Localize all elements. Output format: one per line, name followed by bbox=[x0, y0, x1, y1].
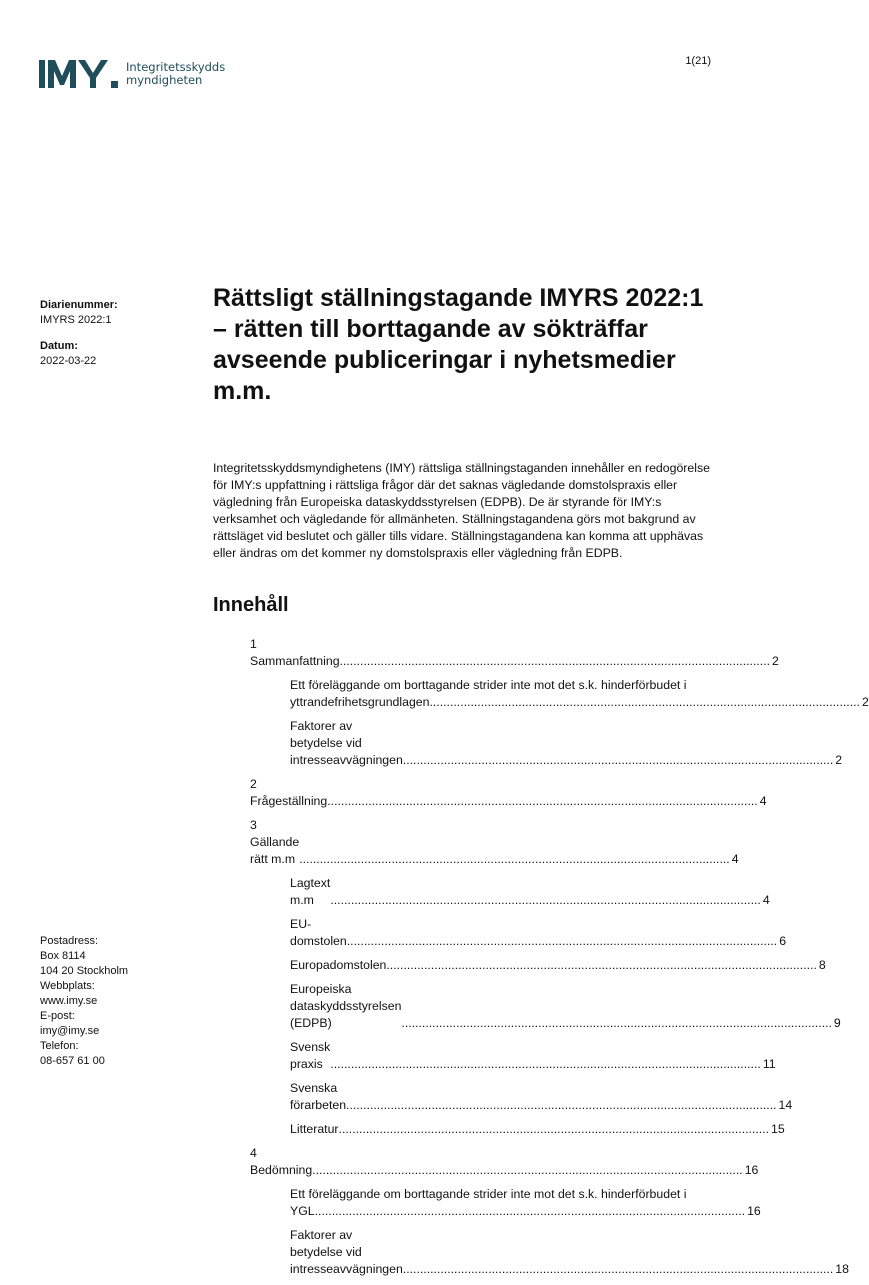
toc-entry-svenska-forarbeten[interactable] bbox=[290, 1080, 793, 1114]
toc-entry-text: Faktorer av betydelse vid intresseavvägningen bbox=[290, 719, 403, 767]
toc-leader: .............................................................................................................................. bbox=[402, 753, 834, 767]
toc-entry-faktorer[interactable] bbox=[290, 718, 843, 769]
toc-entry-page: 2 bbox=[772, 654, 779, 668]
toc-entry-litteratur[interactable] bbox=[290, 1121, 785, 1138]
toc-leader: .............................................................................................................................. bbox=[386, 958, 817, 972]
toc-entry-eu-domstolen[interactable] bbox=[290, 916, 787, 950]
logo-text bbox=[126, 61, 225, 87]
telefon-value: 08-657 61 00 bbox=[40, 1055, 105, 1067]
toc-entry-page: 2 bbox=[835, 753, 843, 767]
toc-entry-text: Svenska förarbeten bbox=[290, 1081, 347, 1112]
toc-entry-text: Europadomstolen bbox=[290, 958, 387, 972]
toc-entry-svensk-praxis[interactable] bbox=[290, 1039, 776, 1073]
toc-entry-lagtext[interactable] bbox=[290, 875, 770, 909]
logo-text-line2: myndigheten bbox=[126, 73, 203, 87]
toc-entry-page: 4 bbox=[759, 794, 767, 808]
toc-leader: .............................................................................................................................. bbox=[402, 1262, 834, 1276]
diarienummer-value: IMYRS 2022:1 bbox=[40, 314, 112, 326]
toc-entry-page: 4 bbox=[762, 893, 770, 907]
toc-entry-page: 2 bbox=[861, 695, 869, 709]
postadress-line2: 104 20 Stockholm bbox=[40, 965, 129, 977]
toc-entry-page: 8 bbox=[818, 958, 826, 972]
toc-leader: .............................................................................................................................. bbox=[401, 1016, 832, 1030]
toc-leader: .............................................................................................................................. bbox=[314, 1204, 746, 1218]
toc-entry-text: 1 Sammanfattning bbox=[250, 637, 340, 668]
page-number: 1(21) bbox=[685, 55, 711, 67]
toc-entry-gallande-ratt[interactable] bbox=[250, 817, 739, 868]
toc-entry-page: 16 bbox=[744, 1163, 759, 1177]
postadress-label: Postadress: bbox=[40, 935, 99, 947]
logo-text-line1: Integritetsskydds bbox=[126, 60, 226, 74]
toc-entry-page: 9 bbox=[833, 1016, 841, 1030]
toc-leader: .............................................................................................................................. bbox=[429, 695, 860, 709]
intro-paragraph: Integritetsskyddsmyndighetens (IMY) rättsliga ställningstaganden innehåller en redogörelse för IMY:s uppfattning i rättsliga frågor där det saknas vägledande domstolspraxis eller vägledning från Europeiska dataskyddsstyrelsen (EDPB). De är styrande för IMY:s verksamhet och vägledande för allmänheten. Ställningstagandena görs mot bakgrund av rättsläget vid beslutet och gäller tills vidare. Ställningstagandena kan komma att upphävas eller ändras om det kommer ny domstolspraxis eller vägledning från EDPB. bbox=[213, 461, 710, 560]
toc-entry-hinderforbud-ygl-2[interactable] bbox=[290, 1186, 761, 1220]
toc-entry-edpb[interactable] bbox=[290, 981, 841, 1032]
toc-leader: .............................................................................................................................. bbox=[339, 654, 771, 668]
toc-entry-text: EU-domstolen bbox=[290, 917, 347, 948]
toc-entry-fragestallning[interactable] bbox=[250, 776, 767, 810]
toc-entry-text: Faktorer av betydelse vid intresseavvägningen bbox=[290, 1228, 403, 1276]
toc-entry-text: 2 Frågeställning bbox=[250, 777, 328, 808]
epost-label: E-post: bbox=[40, 1010, 75, 1022]
toc-entry-text: YGL bbox=[290, 1204, 315, 1218]
imy-logo bbox=[38, 57, 225, 91]
toc-entry-page: 16 bbox=[747, 1204, 761, 1218]
webbplats-value[interactable]: www.imy.se bbox=[40, 995, 98, 1007]
toc-entry-text: 4 Bedömning bbox=[250, 1146, 313, 1177]
toc-leader: .............................................................................................................................. bbox=[346, 934, 778, 948]
toc-entry-europadomstolen[interactable] bbox=[290, 957, 826, 974]
datum-label: Datum: bbox=[40, 340, 78, 352]
postadress-line1: Box 8114 bbox=[40, 950, 86, 962]
epost-value[interactable]: imy@imy.se bbox=[40, 1025, 100, 1037]
toc-entry-sammanfattning[interactable] bbox=[250, 636, 779, 670]
toc-leader: .............................................................................................................................. bbox=[299, 852, 730, 866]
diarienummer-label: Diarienummer: bbox=[40, 299, 118, 311]
webbplats-label: Webbplats: bbox=[40, 980, 95, 992]
datum-value: 2022-03-22 bbox=[40, 355, 97, 367]
toc-entry-text: Lagtext m.m bbox=[290, 876, 331, 907]
toc-entry-page: 4 bbox=[731, 852, 739, 866]
toc-heading: Innehåll bbox=[213, 594, 289, 616]
toc-entry-text-line1: Ett föreläggande om borttagande strider inte mot det s.k. hinderförbudet i bbox=[290, 678, 687, 692]
document-title: Rättsligt ställningstagande IMYRS 2022:1 – rätten till borttagande av sökträffar avseende publiceringar i nyhetsmedier m.m. bbox=[213, 284, 704, 405]
toc-leader: .............................................................................................................................. bbox=[346, 1098, 777, 1112]
table-of-contents bbox=[250, 636, 869, 1285]
toc-entry-text: yttrandefrihetsgrundlagen bbox=[290, 695, 430, 709]
toc-entry-page: 18 bbox=[835, 1262, 849, 1276]
telefon-label: Telefon: bbox=[40, 1040, 79, 1052]
toc-entry-page: 11 bbox=[762, 1057, 776, 1071]
toc-leader: .............................................................................................................................. bbox=[330, 1057, 761, 1071]
toc-leader: .............................................................................................................................. bbox=[327, 794, 758, 808]
contact-details bbox=[40, 934, 128, 1069]
toc-leader: .............................................................................................................................. bbox=[338, 1122, 770, 1136]
toc-entry-hinderforbud-ygl[interactable] bbox=[290, 677, 869, 711]
toc-entry-bedomning[interactable] bbox=[250, 1145, 759, 1179]
toc-entry-text: Litteratur bbox=[290, 1122, 339, 1136]
toc-entry-text: Svensk praxis bbox=[290, 1040, 331, 1071]
toc-entry-page: 15 bbox=[771, 1122, 785, 1136]
imy-logo-mark bbox=[38, 59, 120, 89]
toc-leader: .............................................................................................................................. bbox=[330, 893, 761, 907]
toc-entry-text-line1: Ett föreläggande om borttagande strider inte mot det s.k. hinderförbudet i bbox=[290, 1187, 687, 1201]
document-meta bbox=[40, 298, 118, 369]
toc-entry-text: Europeiska dataskyddsstyrelsen (EDPB) bbox=[290, 982, 402, 1030]
toc-entry-page: 14 bbox=[778, 1098, 793, 1112]
toc-entry-page: 6 bbox=[779, 934, 787, 948]
toc-entry-text: 3 Gällande rätt m.m bbox=[250, 818, 300, 866]
toc-leader: .............................................................................................................................. bbox=[312, 1163, 743, 1177]
toc-entry-faktorer-2[interactable] bbox=[290, 1227, 849, 1278]
